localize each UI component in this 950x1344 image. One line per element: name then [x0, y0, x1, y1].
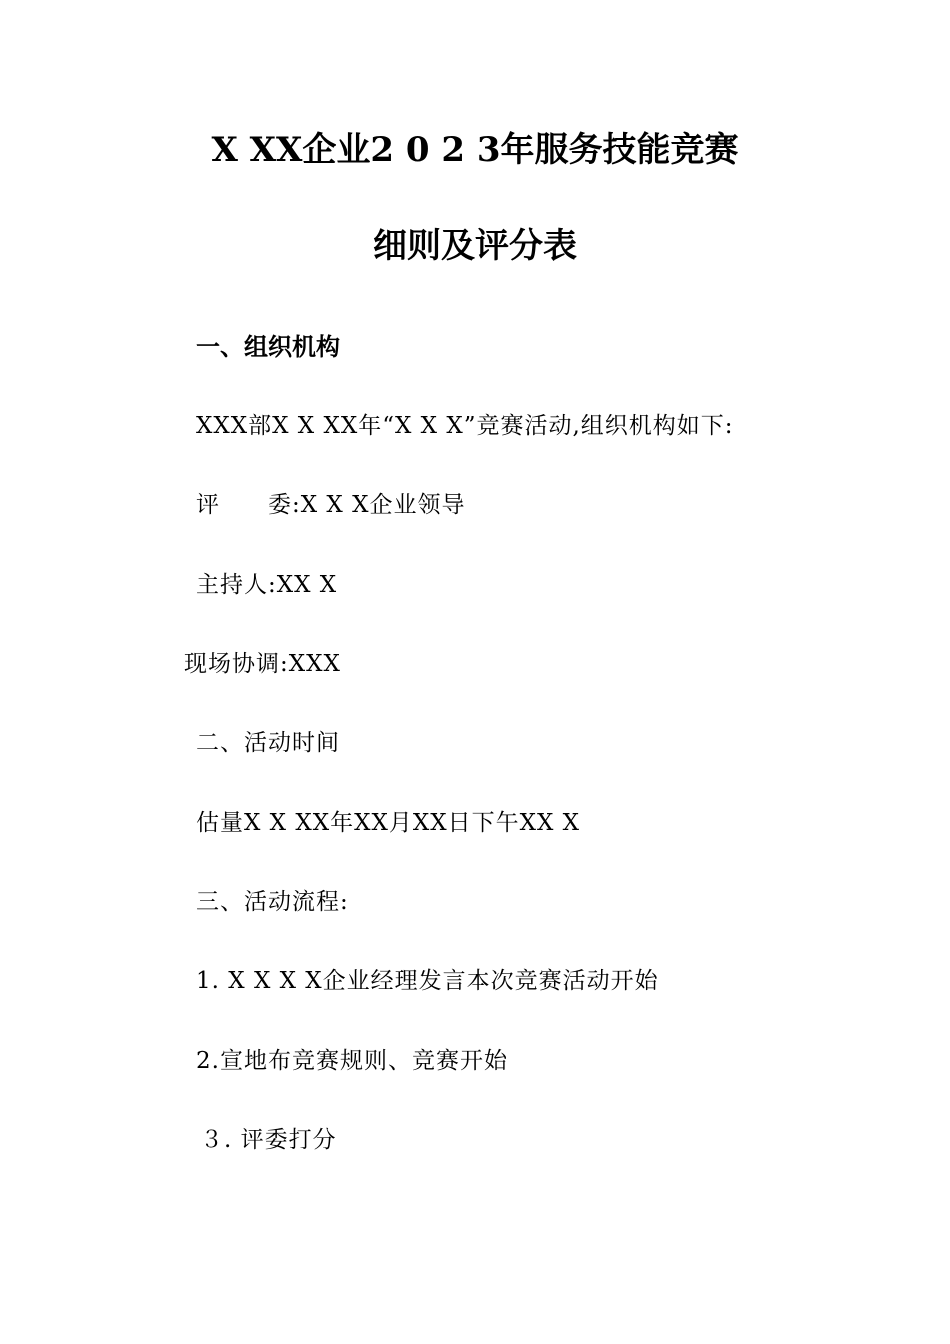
flow-item-2: 2.宣地布竞赛规则、竞赛开始: [196, 1048, 508, 1074]
org-intro-text: XXX部X X XX年“X X X”竞赛活动,组织机构如下:: [196, 413, 734, 439]
document-title-line1: X XX企业2 0 2 3年服务技能竞赛: [211, 130, 739, 170]
section-flow-heading: 三、活动流程:: [196, 889, 349, 915]
time-value-text: 估量X X XX年XX月XX日下午XX X: [196, 810, 581, 836]
coordinator-text: 现场协调:XXX: [184, 651, 341, 677]
document-title-line2: 细则及评分表: [373, 226, 577, 266]
section-time-heading: 二、活动时间: [196, 730, 340, 756]
flow-item-3: ３. 评委打分: [200, 1127, 337, 1153]
judges-text: 评 委:X X X企业领导: [196, 492, 466, 518]
flow-item-1: 1. X X X X企业经理发言本次竞赛活动开始: [196, 968, 659, 994]
section-org-heading: 一、组织机构: [196, 332, 340, 361]
host-text: 主持人:XX X: [196, 572, 338, 598]
